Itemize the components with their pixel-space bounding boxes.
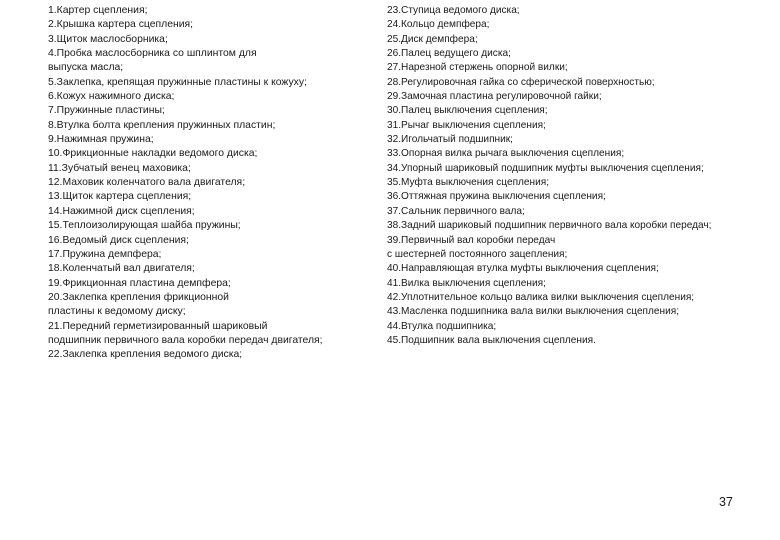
list-item: 30.Палец выключения сцепления; — [387, 105, 548, 117]
list-item: 22.Заклепка крепления ведомого диска; — [48, 349, 243, 361]
list-item: с шестерней постоянного зацепления; — [387, 248, 568, 260]
list-item: 44.Втулка подшипника; — [387, 320, 497, 332]
list-item: 10.Фрикционные накладки ведомого диска; — [48, 148, 258, 160]
list-item: 8.Втулка болта крепления пружинных пластин; — [48, 119, 276, 131]
list-item: 26.Палец ведущего диска; — [387, 48, 511, 60]
list-item: 11.Зубчатый венец маховика; — [48, 162, 191, 174]
list-item: 40.Направляющая втулка муфты выключения сцепления; — [387, 263, 659, 275]
list-item: 38.Задний шариковый подшипник первичного вала коробки передач; — [387, 220, 712, 232]
list-item: выпуска масла; — [48, 62, 124, 74]
list-item: 12.Маховик коленчатого вала двигателя; — [48, 177, 246, 189]
list-item: 42.Уплотнительное кольцо валика вилки выключения сцепления; — [387, 291, 695, 303]
list-item: 16.Ведомый диск сцепления; — [48, 234, 189, 246]
list-item: 39.Первичный вал коробки передач — [387, 234, 556, 246]
list-item: 5.Заклепка, крепящая пружинные пластины к кожуху; — [48, 76, 307, 88]
list-item: 31.Рычаг выключения сцепления; — [387, 119, 546, 131]
list-item: 4.Пробка маслосборника со шплинтом для — [48, 48, 257, 60]
list-item: 14.Нажимной диск сцепления; — [48, 205, 195, 217]
list-item: подшипник первичного вала коробки передач двигателя; — [48, 334, 323, 346]
list-item: 2.Крышка картера сцепления; — [48, 19, 194, 31]
list-item: 34.Упорный шариковый подшипник муфты выключения сцепления; — [387, 162, 704, 174]
list-item: 28.Регулировочная гайка со сферической поверхностью; — [387, 76, 655, 88]
list-item: 13.Щиток картера сцепления; — [48, 191, 192, 203]
list-item: 3.Щиток маслосборника; — [48, 33, 168, 45]
list-item: 20.Заклепка крепления фрикционной — [48, 291, 229, 303]
list-item: 24.Кольцо демпфера; — [387, 19, 490, 31]
list-item: пластины к ведомому диску; — [48, 306, 186, 318]
list-item: 6.Кожух нажимного диска; — [48, 91, 175, 103]
list-item: 41.Вилка выключения сцепления; — [387, 277, 546, 289]
list-item: 36.Оттяжная пружина выключения сцепления; — [387, 191, 606, 203]
list-item: 17.Пружина демпфера; — [48, 248, 162, 260]
list-item: 7.Пружинные пластины; — [48, 105, 165, 117]
parts-list-left — [48, 4, 378, 363]
list-item: 37.Сальник первичного вала; — [387, 205, 525, 217]
list-item: 21.Передний герметизированный шариковый — [48, 320, 268, 332]
list-item: 32.Игольчатый подшипник; — [387, 134, 513, 146]
list-item: 33.Опорная вилка рычага выключения сцепления; — [387, 148, 625, 160]
list-item: 29.Замочная пластина регулировочной гайки; — [387, 91, 602, 103]
list-item: 27.Нарезной стержень опорной вилки; — [387, 62, 568, 74]
list-item: 43.Масленка подшипника вала вилки выключения сцепления; — [387, 306, 680, 318]
list-item: 25.Диск демпфера; — [387, 33, 478, 45]
list-item: 19.Фрикционная пластина демпфера; — [48, 277, 231, 289]
parts-list-right — [387, 4, 777, 348]
page-number: 37 — [719, 495, 733, 509]
list-item: 1.Картер сцепления; — [48, 5, 148, 16]
list-item: 35.Муфта выключения сцепления; — [387, 177, 550, 189]
list-item: 45.Подшипник вала выключения сцепления. — [387, 334, 596, 346]
list-item: 23.Ступица ведомого диска; — [387, 5, 520, 16]
list-item: 15.Теплоизолирующая шайба пружины; — [48, 220, 241, 232]
list-item: 18.Коленчатый вал двигателя; — [48, 263, 195, 275]
list-item: 9.Нажимная пружина; — [48, 134, 154, 146]
